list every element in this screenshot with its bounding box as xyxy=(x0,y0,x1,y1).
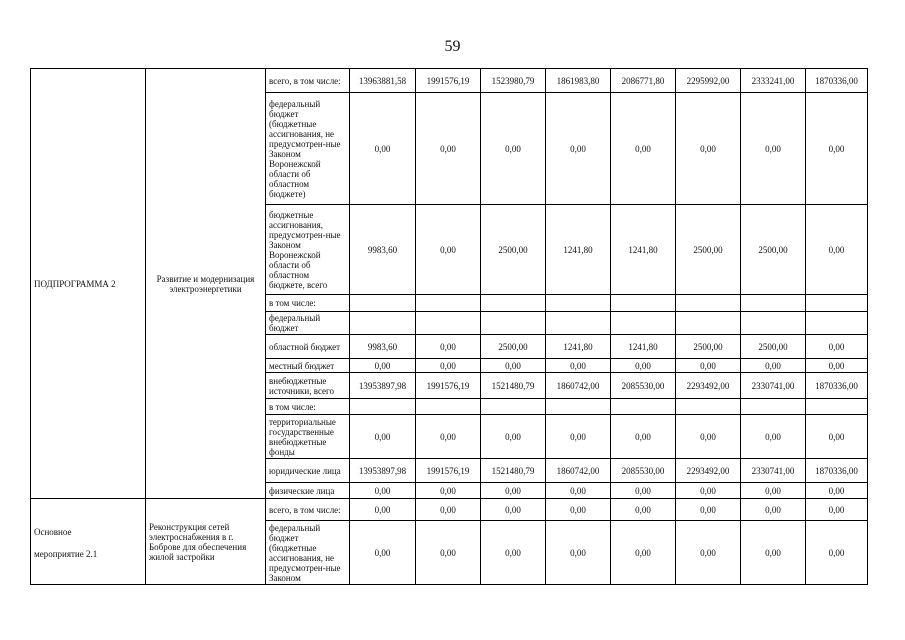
value-cell: 0,00 xyxy=(676,359,741,373)
funding-source: всего, в том числе: xyxy=(266,69,350,93)
value-cell: 0,00 xyxy=(350,483,416,499)
value-cell: 2500,00 xyxy=(481,335,546,359)
funding-source: федеральный бюджет (бюджетные ассигнования, не предусмотрен-ные Законом Воронежской области об областном бюджете) xyxy=(266,93,350,205)
value-cell: 9983,60 xyxy=(350,205,416,295)
value-cell: 0,00 xyxy=(806,499,868,521)
value-cell: 0,00 xyxy=(350,499,416,521)
value-cell xyxy=(416,399,481,415)
value-cell xyxy=(611,295,676,312)
value-cell xyxy=(416,312,481,335)
value-cell: 0,00 xyxy=(806,415,868,459)
value-cell: 2330741,00 xyxy=(741,373,806,399)
funding-source: внебюджетные источники, всего xyxy=(266,373,350,399)
value-cell: 0,00 xyxy=(350,359,416,373)
value-cell: 2293492,00 xyxy=(676,373,741,399)
value-cell: 1521480,79 xyxy=(481,373,546,399)
value-cell: 1870336,00 xyxy=(806,459,868,483)
value-cell xyxy=(546,312,611,335)
funding-source: территориальные государственные внебюджетные фонды xyxy=(266,415,350,459)
value-cell: 1991576,19 xyxy=(416,459,481,483)
value-cell xyxy=(676,399,741,415)
value-cell: 0,00 xyxy=(481,359,546,373)
value-cell: 0,00 xyxy=(416,205,481,295)
value-cell: 0,00 xyxy=(741,483,806,499)
value-cell: 0,00 xyxy=(350,415,416,459)
value-cell: 2500,00 xyxy=(676,335,741,359)
value-cell: 0,00 xyxy=(611,93,676,205)
value-cell: 0,00 xyxy=(676,521,741,585)
activity-name-line-1: Основное xyxy=(34,527,72,537)
value-cell xyxy=(416,295,481,312)
value-cell xyxy=(611,312,676,335)
program-name-cell xyxy=(31,69,146,499)
value-cell xyxy=(481,312,546,335)
value-cell: 0,00 xyxy=(416,483,481,499)
value-cell: 2085530,00 xyxy=(611,459,676,483)
funding-source: в том числе: xyxy=(266,399,350,415)
program-description: Развитие и модернизация электроэнергетики xyxy=(146,69,266,499)
budget-table xyxy=(30,68,868,585)
value-cell: 2293492,00 xyxy=(676,459,741,483)
value-cell: 2295992,00 xyxy=(676,69,741,93)
value-cell: 0,00 xyxy=(676,483,741,499)
value-cell xyxy=(546,399,611,415)
funding-source: областной бюджет xyxy=(266,335,350,359)
value-cell: 0,00 xyxy=(481,499,546,521)
value-cell: 0,00 xyxy=(806,521,868,585)
value-cell: 13953897,98 xyxy=(350,373,416,399)
value-cell: 0,00 xyxy=(611,415,676,459)
value-cell: 0,00 xyxy=(611,521,676,585)
value-cell: 1523980,79 xyxy=(481,69,546,93)
value-cell: 13963881,58 xyxy=(350,69,416,93)
activity-description: Реконструкция сетей электроснабжения в г. Боброве для обеспечения жилой застройки xyxy=(146,499,266,585)
value-cell: 1861983,80 xyxy=(546,69,611,93)
value-cell: 1870336,00 xyxy=(806,69,868,93)
value-cell: 0,00 xyxy=(676,499,741,521)
value-cell xyxy=(806,312,868,335)
value-cell xyxy=(806,399,868,415)
funding-source: федеральный бюджет (бюджетные ассигнования, не предусмотрен-ные Законом xyxy=(266,521,350,585)
value-cell: 0,00 xyxy=(416,93,481,205)
value-cell: 0,00 xyxy=(481,483,546,499)
value-cell: 13953897,98 xyxy=(350,459,416,483)
value-cell: 0,00 xyxy=(481,415,546,459)
table-row xyxy=(31,499,868,521)
value-cell: 0,00 xyxy=(611,499,676,521)
value-cell xyxy=(481,399,546,415)
value-cell: 2330741,00 xyxy=(741,459,806,483)
value-cell: 0,00 xyxy=(481,93,546,205)
value-cell xyxy=(741,399,806,415)
value-cell: 0,00 xyxy=(611,359,676,373)
value-cell: 9983,60 xyxy=(350,335,416,359)
page-number: 59 xyxy=(444,38,461,55)
funding-source: в том числе: xyxy=(266,295,350,312)
value-cell: 1241,80 xyxy=(611,205,676,295)
value-cell: 2085530,00 xyxy=(611,373,676,399)
value-cell: 0,00 xyxy=(416,521,481,585)
value-cell xyxy=(741,312,806,335)
value-cell: 0,00 xyxy=(806,93,868,205)
value-cell xyxy=(546,295,611,312)
value-cell: 0,00 xyxy=(546,521,611,585)
value-cell: 0,00 xyxy=(741,93,806,205)
value-cell xyxy=(481,295,546,312)
value-cell: 0,00 xyxy=(546,499,611,521)
value-cell: 2500,00 xyxy=(741,335,806,359)
value-cell: 0,00 xyxy=(806,483,868,499)
value-cell xyxy=(676,295,741,312)
value-cell: 1991576,19 xyxy=(416,69,481,93)
value-cell: 2500,00 xyxy=(481,205,546,295)
value-cell: 0,00 xyxy=(416,499,481,521)
value-cell: 1241,80 xyxy=(546,335,611,359)
value-cell: 1860742,00 xyxy=(546,373,611,399)
value-cell: 0,00 xyxy=(546,415,611,459)
program-name: ПОДПРОГРАММА 2 xyxy=(34,278,116,289)
value-cell: 0,00 xyxy=(741,359,806,373)
funding-source: бюджетные ассигнования, предусмотрен-ные Законом Воронежской области об областном бюджете, всего xyxy=(266,205,350,295)
value-cell: 1860742,00 xyxy=(546,459,611,483)
value-cell: 0,00 xyxy=(546,359,611,373)
value-cell: 1241,80 xyxy=(611,335,676,359)
value-cell: 1870336,00 xyxy=(806,373,868,399)
activity-name-line-2: мероприятие 2.1 xyxy=(34,549,98,559)
funding-source: местный бюджет xyxy=(266,359,350,373)
value-cell xyxy=(806,295,868,312)
funding-source: физические лица xyxy=(266,483,350,499)
value-cell: 0,00 xyxy=(806,359,868,373)
value-cell: 0,00 xyxy=(416,359,481,373)
funding-source: юридические лица xyxy=(266,459,350,483)
value-cell: 1241,80 xyxy=(546,205,611,295)
funding-source: всего, в том числе: xyxy=(266,499,350,521)
value-cell: 2500,00 xyxy=(741,205,806,295)
value-cell: 0,00 xyxy=(416,335,481,359)
funding-source: федеральный бюджет xyxy=(266,312,350,335)
value-cell: 0,00 xyxy=(741,499,806,521)
value-cell: 0,00 xyxy=(546,483,611,499)
value-cell: 2500,00 xyxy=(676,205,741,295)
value-cell: 0,00 xyxy=(611,483,676,499)
value-cell: 0,00 xyxy=(806,205,868,295)
value-cell xyxy=(350,399,416,415)
value-cell: 2086771,80 xyxy=(611,69,676,93)
value-cell: 1991576,19 xyxy=(416,373,481,399)
value-cell: 0,00 xyxy=(676,93,741,205)
value-cell: 0,00 xyxy=(416,415,481,459)
table-row xyxy=(31,69,868,93)
table-body xyxy=(31,69,868,585)
value-cell: 0,00 xyxy=(806,335,868,359)
value-cell: 1521480,79 xyxy=(481,459,546,483)
value-cell xyxy=(611,399,676,415)
value-cell xyxy=(350,295,416,312)
value-cell: 0,00 xyxy=(546,93,611,205)
value-cell: 0,00 xyxy=(481,521,546,585)
value-cell: 0,00 xyxy=(350,521,416,585)
value-cell: 0,00 xyxy=(350,93,416,205)
value-cell xyxy=(350,312,416,335)
activity-name-cell xyxy=(31,499,146,585)
value-cell: 0,00 xyxy=(741,415,806,459)
value-cell: 0,00 xyxy=(741,521,806,585)
value-cell: 0,00 xyxy=(676,415,741,459)
value-cell xyxy=(676,312,741,335)
value-cell: 2333241,00 xyxy=(741,69,806,93)
value-cell xyxy=(741,295,806,312)
